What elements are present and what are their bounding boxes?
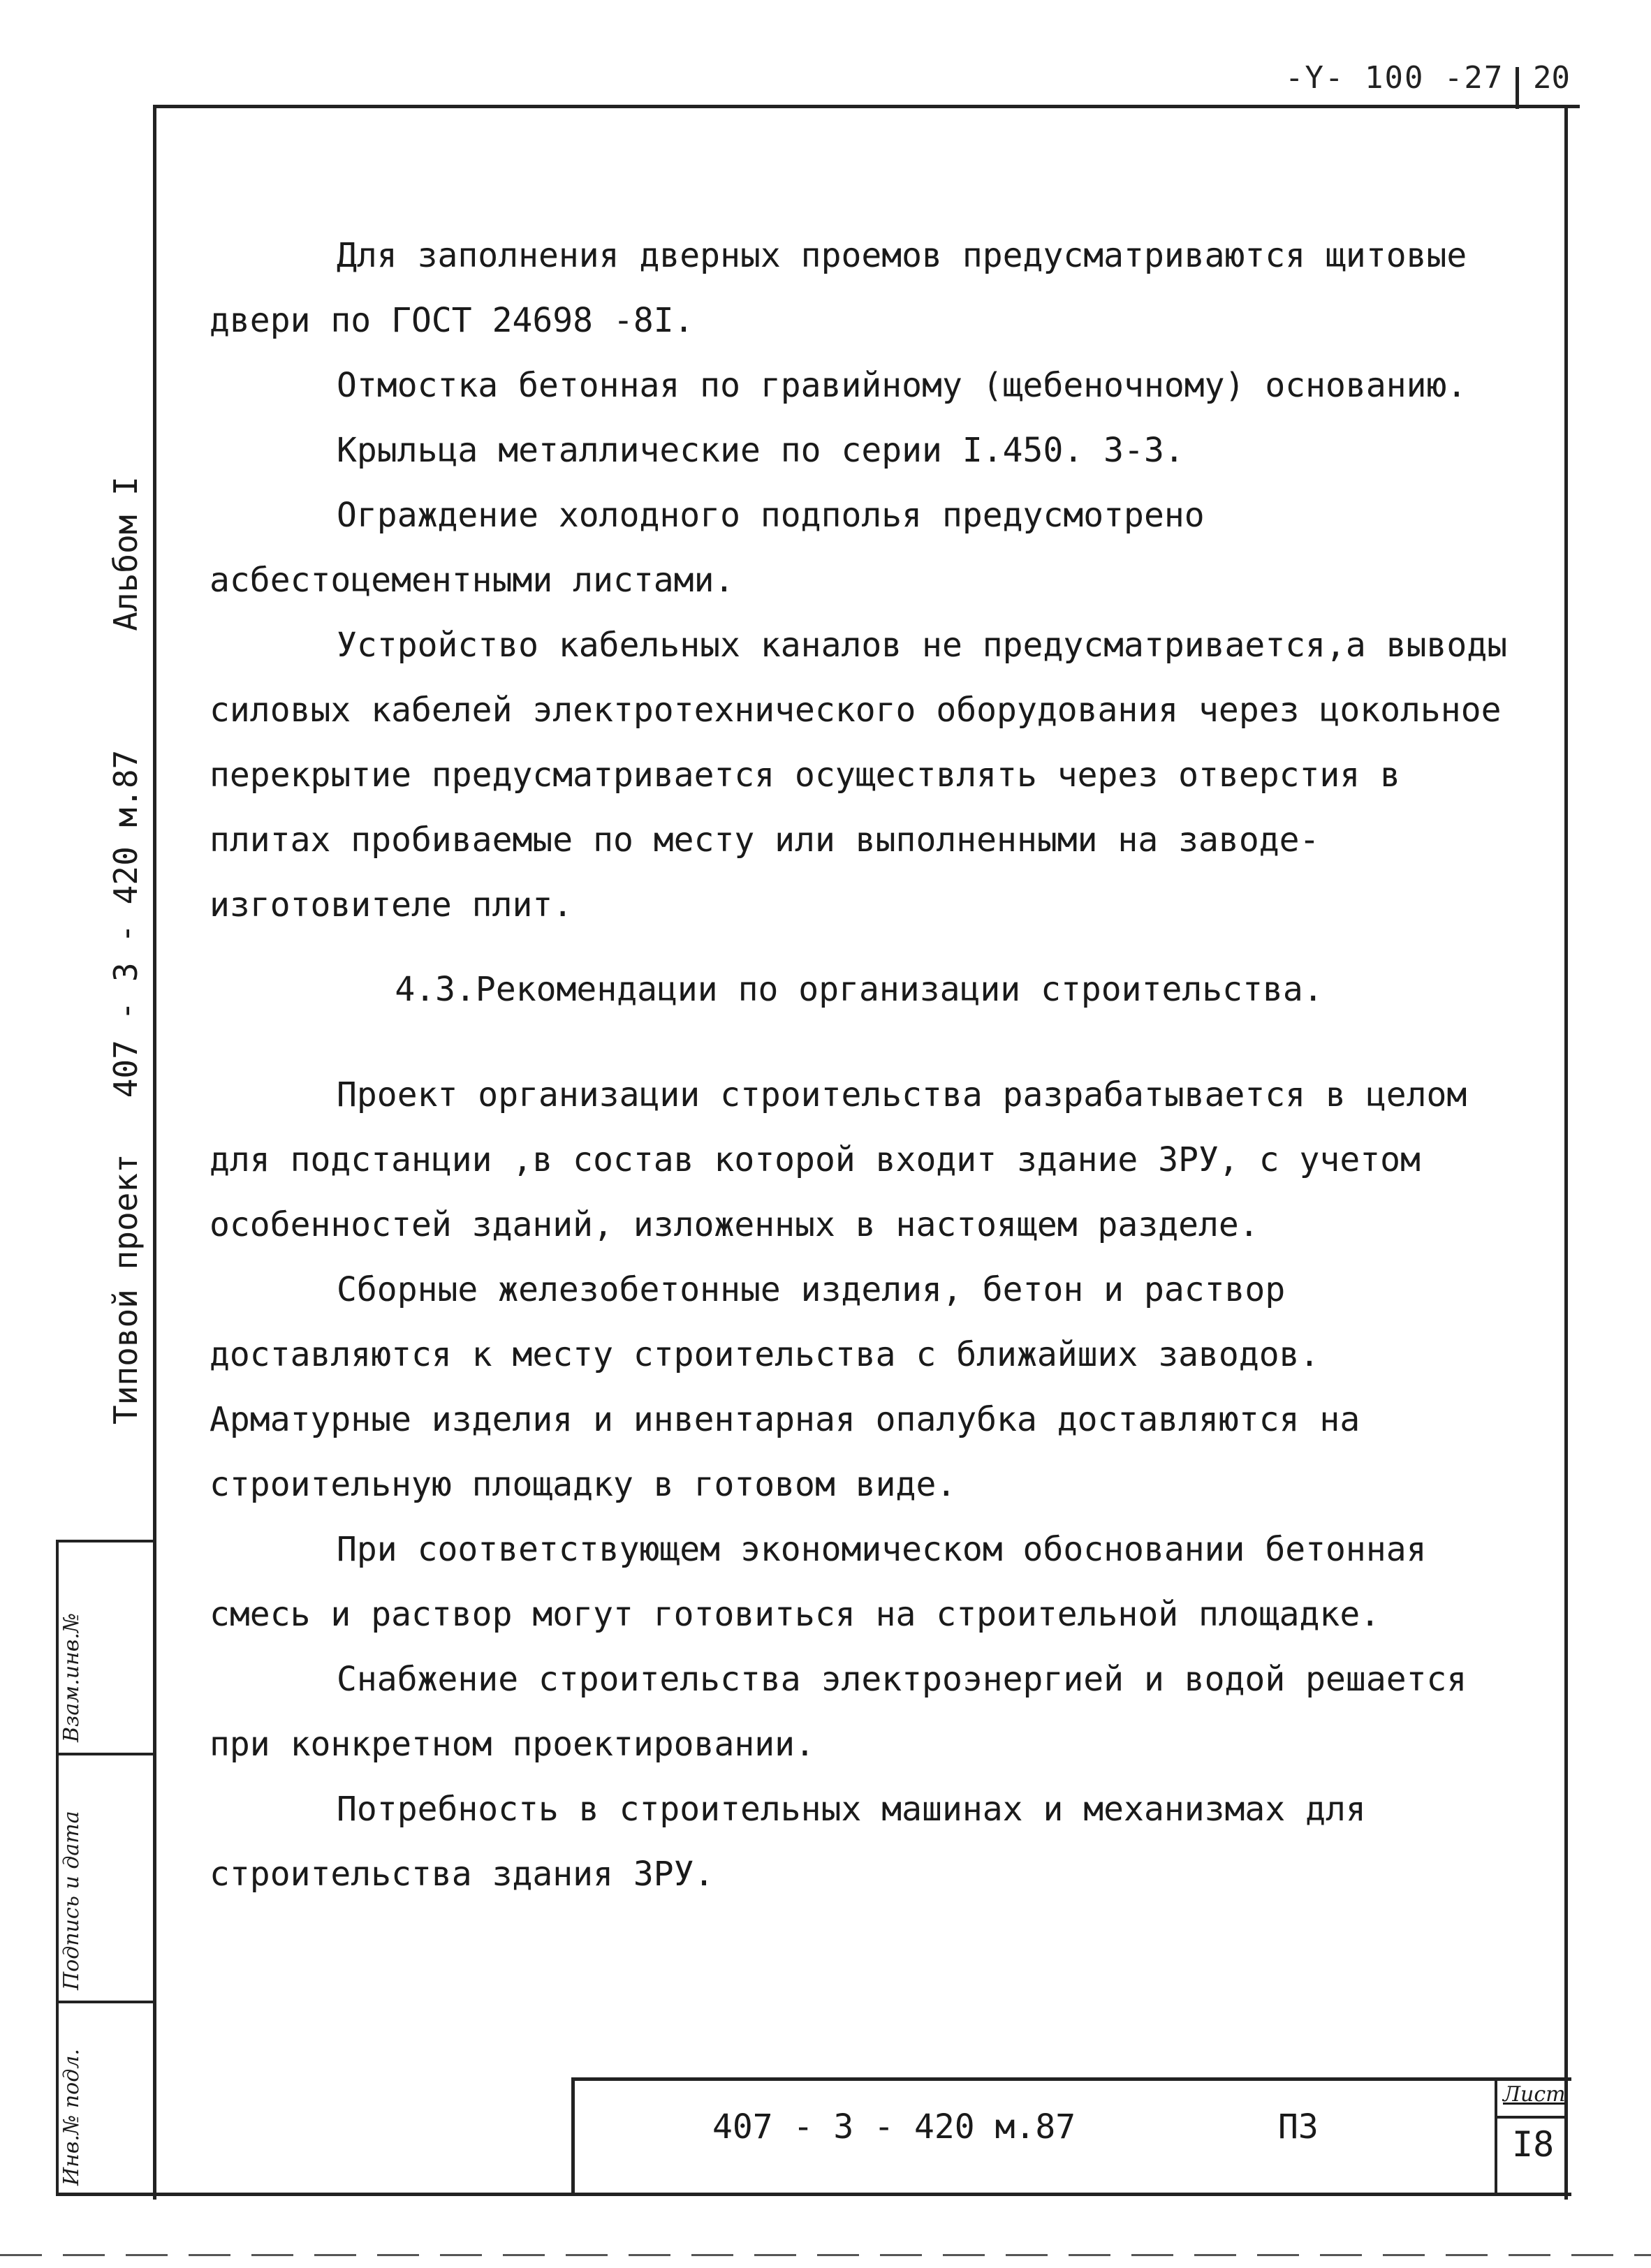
archive-page-number: 20 bbox=[1533, 60, 1570, 96]
sheet-label: Лист bbox=[1503, 2082, 1566, 2107]
paragraph: Отмостка бетонная по гравийному (щебеночному) основанию. bbox=[337, 366, 1467, 405]
vertical-project-title bbox=[91, 279, 161, 1424]
stamp-divider-line bbox=[56, 1753, 155, 1755]
project-series: Типовой проект bbox=[107, 1154, 145, 1424]
title-block-section: ПЗ bbox=[1278, 2107, 1319, 2146]
section-heading: 4.3.Рекомендации по организации строительства. bbox=[395, 970, 1323, 1009]
stamp-inv-original: Инв.№ подл. bbox=[59, 2049, 84, 2186]
album-label: Альбом I bbox=[107, 476, 145, 631]
frame-border-right bbox=[1564, 105, 1568, 2200]
paragraph: Проект организации строительства разрабатывается в целом для подстанции ,в состав которой входит здание ЗРУ, с учетом особенностей зданий, изложенных в настоящем разделе. bbox=[210, 1075, 1467, 1244]
archive-stamp: -Y- 100 -27 bbox=[1285, 60, 1504, 96]
stamp-inv-replacement: Взам.инв.№ bbox=[59, 1612, 84, 1742]
paragraph: Потребность в строительных машинах и механизмах для строительства здания ЗРУ. bbox=[210, 1790, 1366, 1894]
paragraph: При соответствующем экономическом обосновании бетонная смесь и раствор могут готовиться на строительной площадке. bbox=[210, 1530, 1427, 1634]
project-code-vertical: 407 - 3 - 420 м.87 bbox=[107, 749, 145, 1098]
paragraph: Ограждение холодного подполья предусмотрено асбестоцементными листами. bbox=[210, 496, 1205, 600]
sheet-cell-divider bbox=[1497, 2116, 1567, 2119]
scan-artifact-line bbox=[0, 2254, 1651, 2256]
title-block-project-code: 407 - 3 - 420 м.87 bbox=[712, 2107, 1076, 2146]
document-body bbox=[210, 223, 1509, 1907]
paragraph: Для заполнения дверных проемов предусматриваются щитовые двери по ГОСТ 24698 -8I. bbox=[210, 236, 1467, 340]
paragraph: Устройство кабельных каналов не предусматривается,а выводы силовых кабелей электротехнического оборудования через цокольное перекрытие предусматривается осуществлять через отверстия в плитах пробиваемые по месту или выполненными на заводе-изготовителе плит. bbox=[210, 626, 1508, 925]
frame-border-bottom bbox=[56, 2193, 1571, 2196]
stamp-signature-date: Подпись и дата bbox=[59, 1811, 84, 1990]
title-block-border-top bbox=[573, 2077, 1571, 2081]
frame-border-top bbox=[155, 105, 1580, 108]
stamp-divider bbox=[1516, 67, 1519, 109]
stamp-divider-line bbox=[56, 1540, 155, 1542]
title-block-border-left bbox=[571, 2077, 575, 2196]
paragraph: Сборные железобетонные изделия, бетон и раствор доставляются к месту строительства с ближайших заводов. Арматурные изделия и инвентарная опалубка доставляются на строительную площадку в готовом виде. bbox=[210, 1270, 1360, 1504]
paragraph: Крыльца металлические по серии I.450. 3-3. bbox=[337, 431, 1184, 470]
stamp-divider-line bbox=[56, 2001, 155, 2003]
stamp-column-border bbox=[56, 1540, 59, 2196]
sheet-number: I8 bbox=[1512, 2124, 1555, 2165]
title-block-sheet-divider bbox=[1495, 2077, 1497, 2196]
paragraph: Снабжение строительства электроэнергией и водой решается при конкретном проектировании. bbox=[210, 1660, 1467, 1764]
